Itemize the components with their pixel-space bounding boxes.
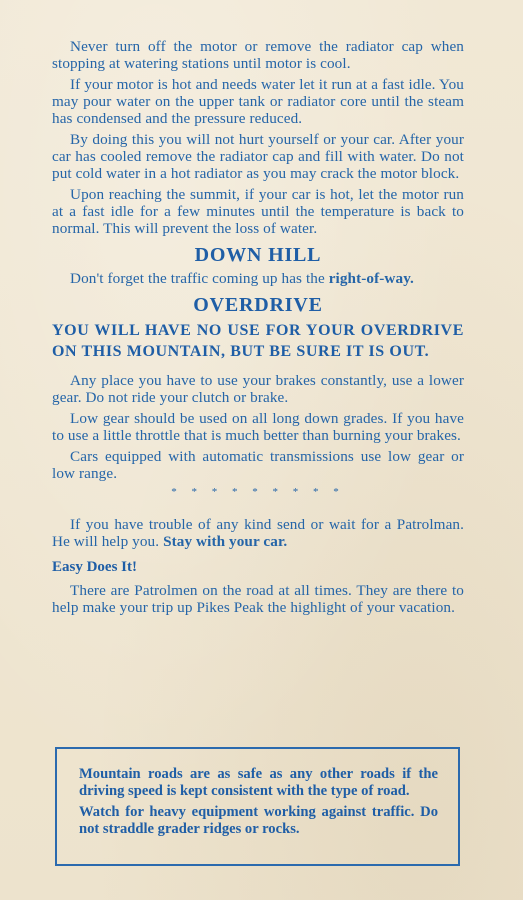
right-of-way-bold: right-of-way. xyxy=(328,270,414,287)
patrolman-bold: Stay with your car. xyxy=(163,533,288,550)
heading-down-hill: DOWN HILL xyxy=(194,244,322,266)
paragraph-automatic: Cars equipped with automatic transmissions use low gear or low range. xyxy=(52,448,464,482)
heading-overdrive: OVERDRIVE xyxy=(193,294,323,316)
star-separator: * * * * * * * * * xyxy=(171,486,345,498)
paragraph-brakes: Any place you have to use your brakes constantly, use a lower gear. Do not ride your clutch or brake. xyxy=(52,372,464,406)
paragraph-low-gear: Low gear should be used on all long down grades. If you have to use a little throttle that is much better than burning your brakes. xyxy=(52,410,464,444)
paragraph-patrolmen-on-road: There are Patrolmen on the road at all times. They are there to help make your trip up Pikes Peak the highlight of your vacation. xyxy=(52,582,464,616)
notice-mountain-roads: Mountain roads are as safe as any other roads if the driving speed is kept consistent with the type of road. xyxy=(79,766,438,799)
heading-easy-does-it: Easy Does It! xyxy=(52,559,137,575)
patrolman-text: If you have trouble of any kind send or wait for a Patrolman. He will help you. xyxy=(52,516,464,550)
notice-heavy-equipment: Watch for heavy equipment working against traffic. Do not straddle grader ridges or rocks. xyxy=(79,804,438,837)
paragraph-cooled-car: By doing this you will not hurt yourself or your car. After your car has cooled remove the radiator cap and fill with water. Do not put cold water in a hot radiator as you may crack the motor block. xyxy=(52,131,464,182)
overdrive-warning: YOU WILL HAVE NO USE FOR YOUR OVERDRIVE ON THIS MOUNTAIN, BUT BE SURE IT IS OUT. xyxy=(52,322,464,360)
paragraph-hot-motor: If your motor is hot and needs water let it run at a fast idle. You may pour water on the upper tank or radiator core until the steam has condensed and the pressure reduced. xyxy=(52,76,464,127)
safety-notice-box xyxy=(55,747,460,866)
paragraph-patrolman xyxy=(52,516,464,550)
right-of-way-text: Don't forget the traffic coming up has the xyxy=(70,270,329,287)
paragraph-summit: Upon reaching the summit, if your car is hot, let the motor run at a fast idle for a few minutes until the temperature is back to normal. This will prevent the loss of water. xyxy=(52,186,464,237)
paragraph-right-of-way xyxy=(52,270,464,287)
page-content xyxy=(52,38,464,620)
paragraph-radiator-cap: Never turn off the motor or remove the radiator cap when stopping at watering stations until motor is cool. xyxy=(52,38,464,72)
